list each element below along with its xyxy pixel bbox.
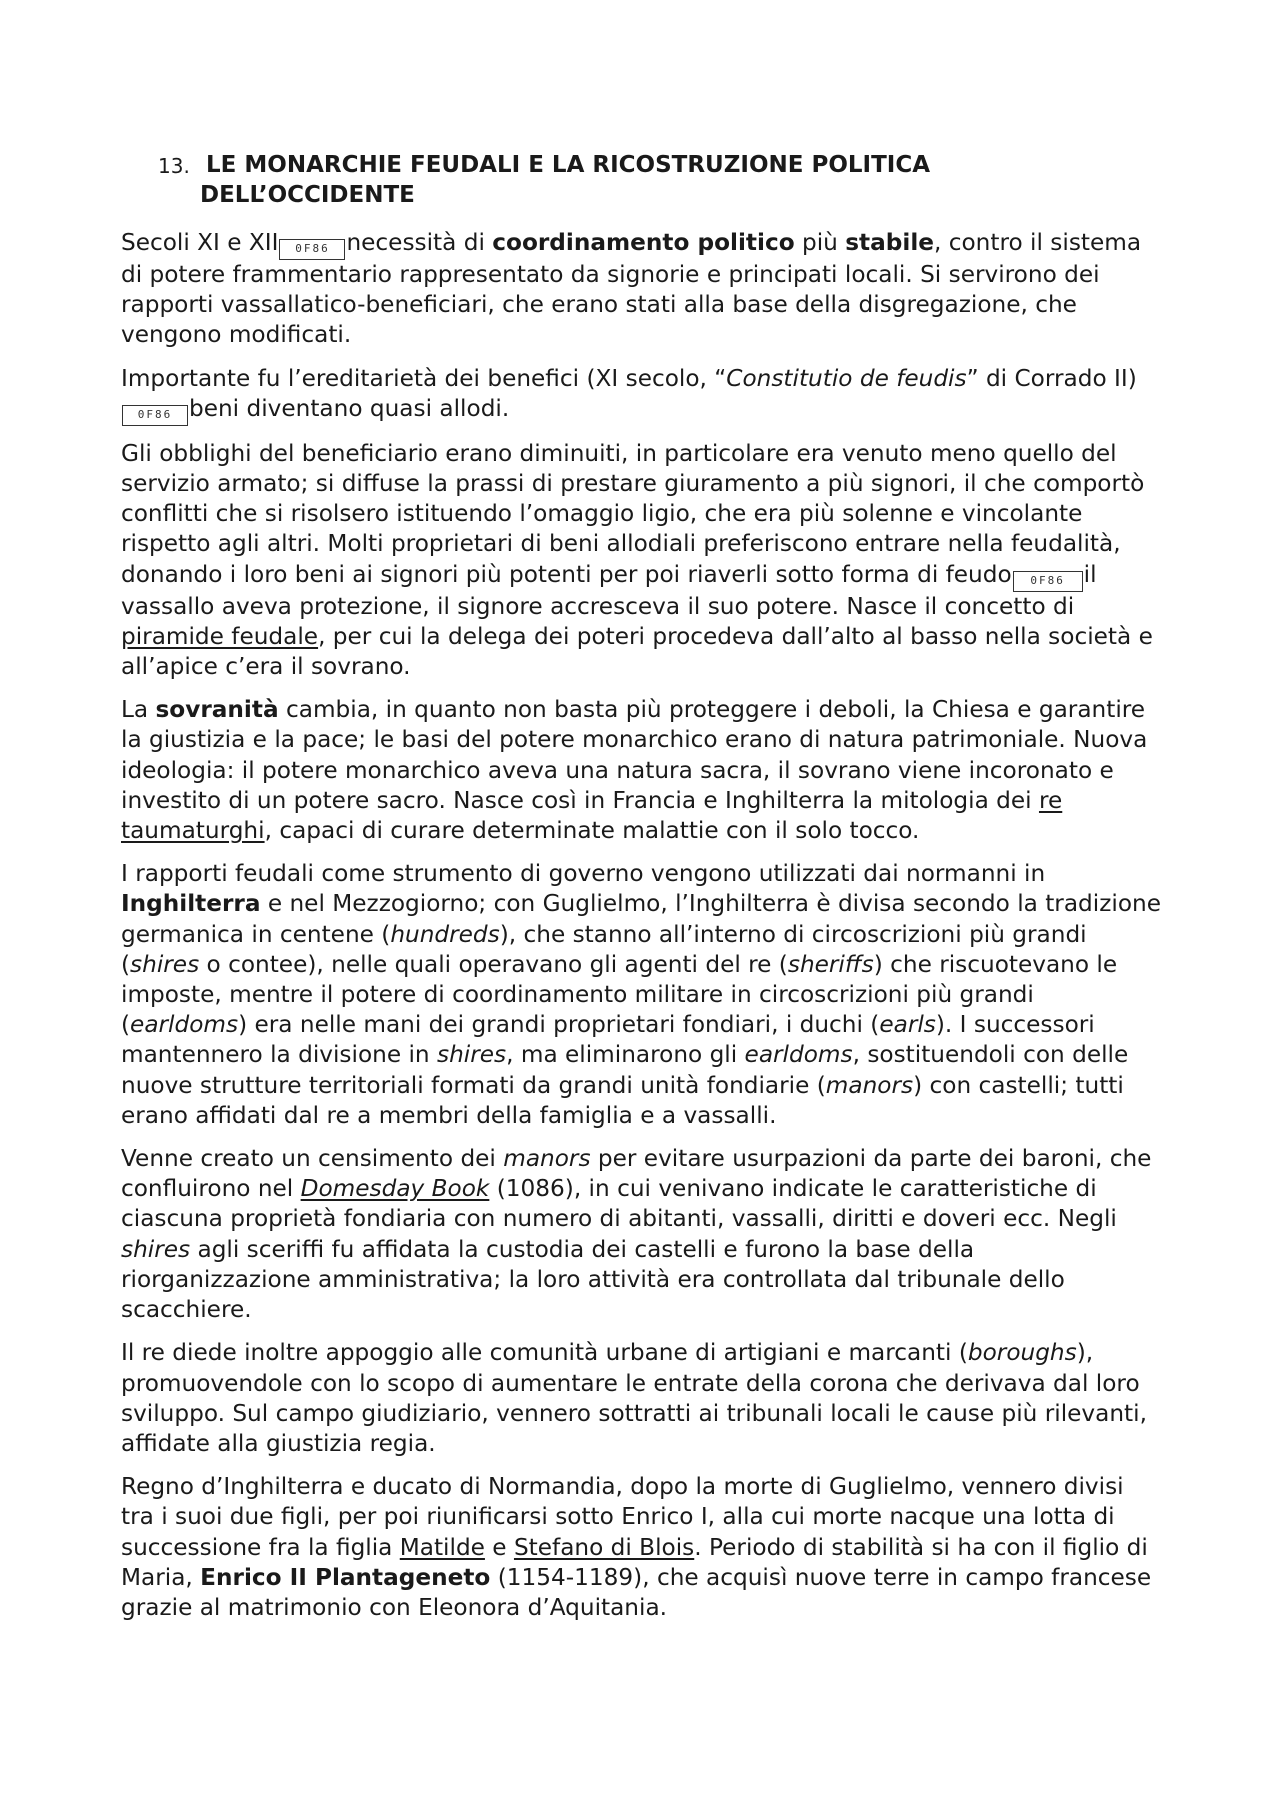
text-run: , sostituendoli con delle nuove strutture territoriali formati da grandi unità fondiarie (	[121, 1041, 1129, 1099]
paragraph-8	[121, 1472, 1161, 1623]
underlined-term: Matilde	[399, 1533, 485, 1561]
text-run: Secoli XI e XII	[121, 229, 279, 256]
text-run: , contro il sistema di potere frammentario rappresentato da signorie e principati locali. Si servirono dei rapporti vassallatico-beneficiari, che erano stati alla base della disgregazione, che vengono modificati.	[121, 229, 1142, 349]
text-run: necessità di	[346, 229, 493, 256]
bold-term: Enrico II Plantageneto	[200, 1563, 491, 1591]
italic-term: boroughs	[967, 1339, 1077, 1367]
text-run: , capaci di curare determinate malattie con il solo tocco.	[264, 817, 920, 845]
underlined-term: piramide feudale	[121, 622, 319, 650]
italic-term: hundreds	[390, 920, 500, 948]
document-body	[121, 228, 1161, 1636]
text-run: ) era nelle mani dei grandi proprietari fondiari, i duchi (	[238, 1011, 880, 1039]
text-run: , per cui la delega dei poteri procedeva dall’alto al basso nella società e all’apice c’era il sovrano.	[121, 622, 1153, 681]
paragraph-7	[121, 1338, 1161, 1459]
text-run: beni diventano quasi allodi.	[189, 394, 510, 422]
italic-term: earldoms	[130, 1011, 239, 1039]
text-run: La	[121, 696, 156, 724]
text-run: e	[484, 1533, 514, 1561]
bold-term: stabile	[845, 229, 934, 256]
paragraph-3	[121, 439, 1161, 682]
bold-term: coordinamento politico	[492, 229, 795, 256]
missing-glyph-icon: 0F86	[122, 405, 188, 426]
text-run: ” di Corrado II)	[966, 364, 1137, 392]
paragraph-6	[121, 1144, 1161, 1325]
text-run: . Periodo di stabilità si ha con il figlio di Maria,	[121, 1533, 1148, 1591]
text-run: ), che stanno all’interno di circoscrizioni più grandi (	[121, 920, 1087, 978]
text-run: il vassallo aveva protezione, il signore accresceva il suo potere. Nasce il concetto di	[121, 560, 1097, 620]
text-run: (1154-1189), che acquisì nuove terre in campo francese grazie al matrimonio con Eleonora d’Aquitania.	[121, 1563, 1152, 1621]
text-run: Importante fu l’ereditarietà dei benefici (XI secolo, “	[121, 364, 727, 392]
italic-term: Constitutio de feudis	[726, 364, 967, 392]
heading-line-2: DELL’OCCIDENTE	[200, 182, 415, 208]
text-run: (1086), in cui venivano indicate le caratteristiche di ciascuna proprietà fondiaria con numero di abitanti, vassalli, diritti e doveri ecc. Negli	[121, 1175, 1117, 1233]
bold-term: sovranità	[155, 696, 279, 724]
italic-term: earls	[879, 1011, 936, 1039]
text-run: o contee), nelle quali operavano gli agenti del re (	[199, 950, 788, 978]
italic-term: manors	[825, 1071, 914, 1099]
underlined-term: re taumaturghi	[121, 786, 1063, 845]
text-run: Venne creato un censimento dei	[121, 1145, 504, 1173]
heading-line-1: LE MONARCHIE FEUDALI E LA RICOSTRUZIONE POLITICA	[206, 152, 931, 178]
text-run: ) con castelli; tutti erano affidati dal re a membri della famiglia e a vassalli.	[121, 1071, 1124, 1129]
paragraph-2	[121, 364, 1161, 426]
heading-number: 13.	[158, 154, 190, 178]
section-heading	[158, 150, 1058, 210]
paragraph-5	[121, 859, 1161, 1131]
underlined-term: Stefano di Blois	[513, 1533, 695, 1561]
paragraph-4	[121, 695, 1161, 846]
text-run: e nel Mezzogiorno; con Guglielmo, l’Inghilterra è divisa secondo la tradizione germanica in centene (	[121, 890, 1161, 948]
missing-glyph-icon: 0F86	[279, 239, 345, 260]
italic-term: shires	[130, 950, 200, 978]
text-run: cambia, in quanto non basta più proteggere i deboli, la Chiesa e garantire la giustizia e la pace; le basi del potere monarchico erano di natura patrimoniale. Nuova ideologia: il potere monarchico aveva una natura sacra, il sovrano viene incoronato e investito di un potere sacro. Nasce così in Francia e Inghilterra la mitologia dei	[121, 696, 1148, 814]
bold-term: Inghilterra	[121, 890, 261, 918]
paragraph-1	[121, 228, 1161, 351]
text-run: Regno d’Inghilterra e ducato di Normandia, dopo la morte di Guglielmo, vennero divisi tra i suoi due figli, per poi riunificarsi sotto Enrico I, alla cui morte nacque una lotta di successione fra la figlia	[121, 1473, 1124, 1561]
text-run: per evitare usurpazioni da parte dei baroni, che confluirono nel	[121, 1145, 1152, 1203]
text-run: Il re diede inoltre appoggio alle comunità urbane di artigiani e marcanti (	[121, 1339, 968, 1367]
text-run: , ma eliminarono gli	[506, 1041, 745, 1069]
italic-term: shires	[121, 1235, 191, 1263]
italic-term: shires	[437, 1041, 507, 1069]
text-run: agli sceriffi fu affidata la custodia dei castelli e furono la base della riorganizzazione amministrativa; la loro attività era controllata dal tribunale dello scacchiere.	[121, 1235, 1065, 1324]
italic-term: earldoms	[744, 1041, 853, 1069]
text-run: ), promuovendole con lo scopo di aumentare le entrate della corona che derivava dal loro sviluppo. Sul campo giudiziario, vennero sottratti ai tribunali locali le cause più rilevanti, affidate alla giustizia regia.	[121, 1339, 1147, 1457]
text-run: ). I successori mantennero la divisione in	[121, 1011, 1095, 1069]
text-run: Gli obblighi del beneficiario erano diminuiti, in particolare era venuto meno quello del servizio armato; si diffuse la prassi di prestare giuramento a più signori, il che comportò conflitti che si risolsero istituendo l’omaggio ligio, che era più solenne e vincolante rispetto agli altri. Molti proprietari di beni allodiali preferiscono entrare nella feudalità, donando i loro beni ai signori più potenti per poi riaverli sotto forma di feudo	[121, 439, 1145, 588]
italic-term: sheriffs	[787, 950, 874, 978]
text-run: I rapporti feudali come strumento di governo vengono utilizzati dai normanni in	[121, 860, 1046, 888]
missing-glyph-icon: 0F86	[1013, 571, 1083, 592]
text-run: più	[794, 229, 846, 256]
italic-term: manors	[503, 1145, 591, 1173]
underlined-italic-term: Domesday Book	[300, 1175, 490, 1203]
text-run: ) che riscuotevano le imposte, mentre il potere di coordinamento militare in circoscrizioni più grandi (	[121, 950, 1118, 1039]
